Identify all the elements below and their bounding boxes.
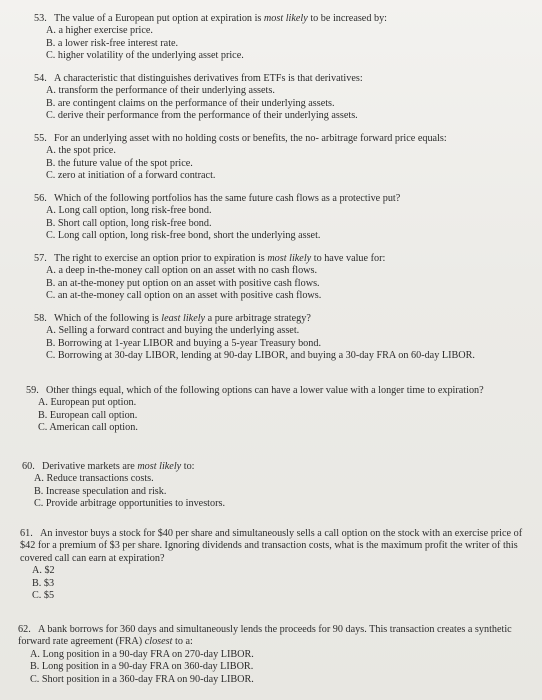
option-a: A. $2 [32,565,55,577]
question-stem: 56. Which of the following portfolios has the same future cash flows as a protective put? [34,193,401,204]
option-a: A. Reduce transactions costs. [34,473,154,485]
option-a: A. transform the performance of their underlying assets. [46,85,275,97]
option-b: B. an at-the-money put option on an asset with positive cash flows. [46,277,320,289]
option-a: A. European put option. [38,397,137,409]
question-58 [34,313,514,363]
question-stem: 59. Other things equal, which of the following options can have a lower value with a longer time to expiration? [26,385,484,396]
option-b: B. a lower risk-free interest rate. [46,37,179,49]
question-56 [34,193,504,243]
option-a: A. a higher exercise price. [46,25,153,37]
option-b: B. European call option. [38,409,138,421]
question-stem: 62. A bank borrows for 360 days and simultaneously lends the proceeds for 90 days. This transaction creates a synthetic forward rate agreement (FRA) closest to a: [18,624,512,648]
question-number: 56. [34,193,47,204]
question-55 [34,133,504,183]
question-number: 60. [22,461,35,472]
option-b: B. Increase speculation and risk. [34,485,167,497]
question-59 [26,385,506,435]
question-number: 61. [20,528,33,539]
option-b: B. Borrowing at 1-year LIBOR and buying a 5-year Treasury bond. [46,337,322,349]
question-53 [34,13,494,63]
question-54 [34,73,504,123]
option-a: A. Long position in a 90-day FRA on 270-day LIBOR. [30,648,254,660]
question-number: 57. [34,253,47,264]
option-b: B. Short call option, long risk-free bond. [46,217,212,229]
option-c: C. zero at initiation of a forward contract. [46,170,216,182]
option-b: B. the future value of the spot price. [46,157,193,169]
question-stem: 60. Derivative markets are most likely to: [22,461,195,472]
question-stem: 61. An investor buys a stock for $40 per share and simultaneously sells a call option on the stock with an exercise price of $42 for a premium of $3 per share. Ignoring dividends and transaction costs, what is the maximum profit the writer of this covered call can earn at expiration? [20,528,523,564]
option-a: A. Long call option, long risk-free bond. [46,205,212,217]
option-c: C. $5 [32,590,55,602]
option-a: A. Selling a forward contract and buying the underlying asset. [46,325,300,337]
option-c: C. Borrowing at 30-day LIBOR, lending at 90-day LIBOR, and buying a 30-day FRA on 60-day LIBOR. [46,350,475,362]
option-c: C. Short position in a 360-day FRA on 90-day LIBOR. [30,673,254,685]
option-b: B. are contingent claims on the performance of their underlying assets. [46,97,335,109]
option-c: C. Long call option, long risk-free bond, short the underlying asset. [46,230,321,242]
question-62 [18,624,526,686]
option-c: C. Provide arbitrage opportunities to investors. [34,498,225,510]
question-number: 54. [34,73,47,84]
option-c: C. higher volatility of the underlying asset price. [46,50,244,62]
question-number: 62. [18,624,31,635]
question-number: 59. [26,385,39,396]
question-stem: 57. The right to exercise an option prior to expiration is most likely to have value for: [34,253,386,264]
option-a: A. a deep in-the-money call option on an asset with no cash flows. [46,265,318,277]
option-c: C. an at-the-money call option on an asset with positive cash flows. [46,290,322,302]
option-b: B. Long position in a 90-day FRA on 360-day LIBOR. [30,661,254,673]
option-c: C. derive their performance from the performance of their underlying assets. [46,110,358,122]
question-number: 55. [34,133,47,144]
question-stem: 55. For an underlying asset with no holding costs or benefits, the no- arbitrage forward price equals: [34,133,447,144]
option-c: C. American call option. [38,422,138,434]
question-number: 58. [34,313,47,324]
question-stem: 54. A characteristic that distinguishes derivatives from ETFs is that derivatives: [34,73,363,84]
question-stem: 58. Which of the following is least likely a pure arbitrage strategy? [34,313,311,324]
question-60 [22,461,502,511]
question-57 [34,253,504,303]
question-61 [20,528,528,602]
question-stem: 53. The value of a European put option at expiration is most likely to be increased by: [34,13,387,24]
option-b: B. $3 [32,577,55,589]
option-a: A. the spot price. [46,145,116,157]
question-number: 53. [34,13,47,24]
